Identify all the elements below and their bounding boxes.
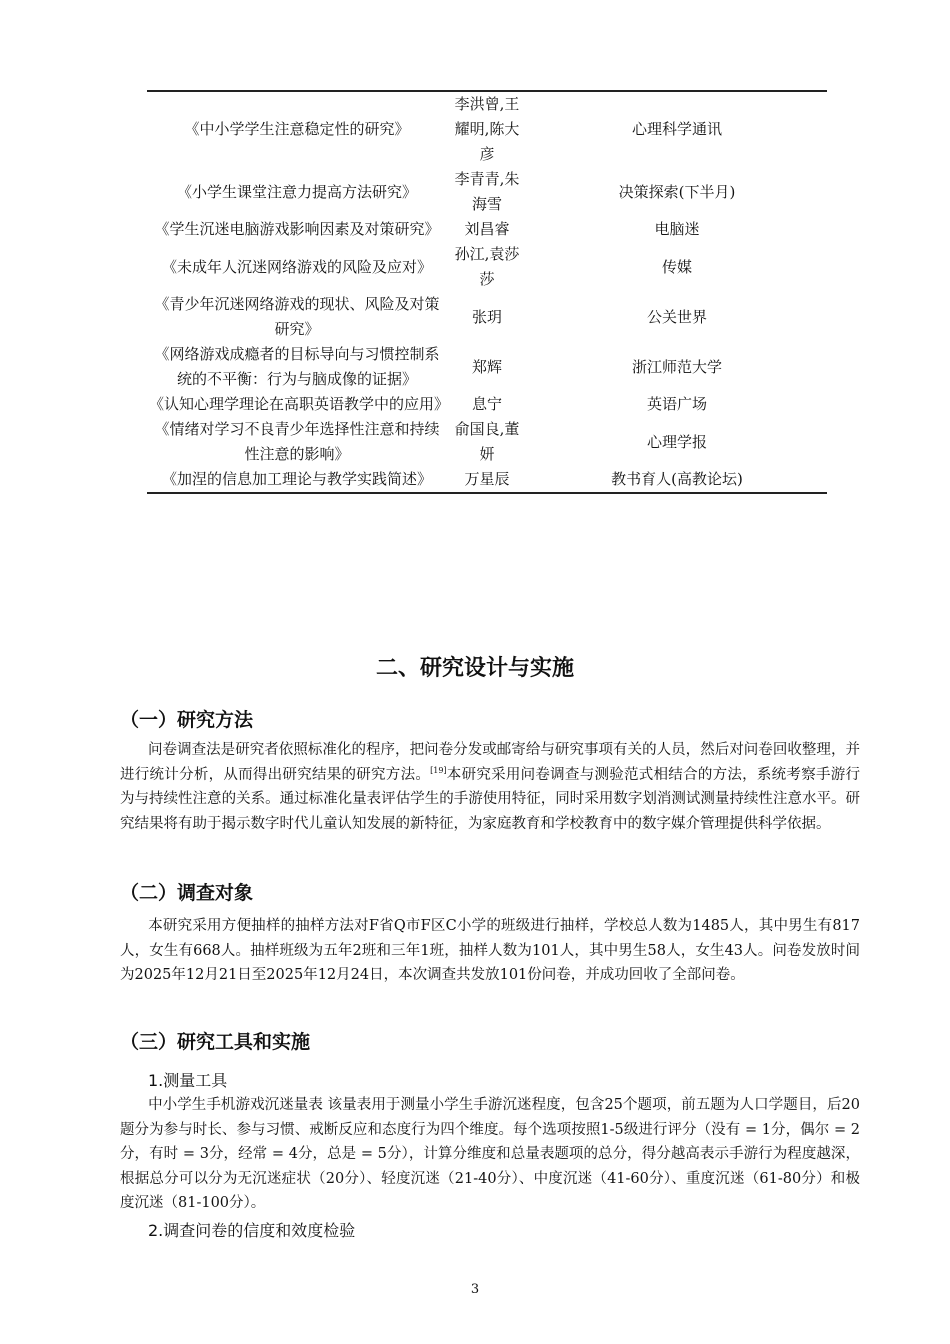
table-cell-authors: 俞国良,董妍 — [454, 420, 520, 463]
table-cell-authors: 万星辰 — [464, 470, 510, 488]
section-heading: 二、研究设计与实施 — [375, 656, 574, 681]
table-cell-authors: 郑辉 — [471, 357, 502, 376]
table-row — [147, 92, 827, 167]
table-row — [147, 392, 827, 417]
table-cell-source: 英语广场 — [646, 395, 707, 413]
table-cell-authors: 孙江,袁莎莎 — [454, 245, 520, 288]
table-cell-title: 《中小学学生注意稳定性的研究》 — [184, 120, 410, 138]
table-cell-title: 《未成年人沉迷网络游戏的风险及应对》 — [161, 257, 432, 276]
item-heading-measurement: 1.测量工具 — [148, 1071, 228, 1090]
subsection-heading-tools: （三）研究工具和实施 — [120, 1031, 311, 1053]
measurement-text: 中小学生手机游戏沉迷量表 该量表用于测量小学生手游沉迷程度，包含25个题项，前五题为人口学题目，后20题分为参与时长、参与习惯、戒断反应和态度行为四个维度。每个选项按照1-5级进行评分（没有 = 1分，偶尔 = 2分，有时 = 3分，经常 = 4分，总是 = 5分），计算分维度和总量表题项的总分，得分越高表示手游行为程度越深，根据总分可以分为无沉迷症状（20分）、轻度沉迷（21-40分）、中度沉迷（41-60分）、重度沉迷（61-80分）和极度沉迷（81-100分）。 — [120, 1097, 860, 1211]
table-cell-title: 《情绪对学习不良青少年选择性注意和持续性注意的影响》 — [154, 420, 440, 463]
table-row — [147, 217, 827, 242]
table-row — [147, 417, 827, 467]
table-cell-title: 《认知心理学理论在高职英语教学中的应用》 — [149, 395, 450, 413]
table-row — [147, 292, 827, 342]
page-number: 3 — [470, 1282, 480, 1297]
table-cell-title: 《网络游戏成瘾者的目标导向与习惯控制系统的不平衡：行为与脑成像的证据》 — [154, 345, 440, 388]
table-cell-source: 心理科学通讯 — [631, 120, 722, 138]
table-cell-title: 《小学生课堂注意力提高方法研究》 — [176, 182, 417, 201]
table-row — [147, 242, 827, 292]
table-cell-source: 传媒 — [661, 257, 692, 276]
table-cell-title: 《青少年沉迷网络游戏的现状、风险及对策研究》 — [154, 295, 440, 338]
table-row — [147, 467, 827, 492]
table-cell-source: 教书育人(高教论坛) — [611, 470, 743, 488]
reference-table — [147, 90, 827, 494]
table-cell-authors: 息宁 — [471, 395, 502, 413]
measurement-paragraph — [120, 1093, 860, 1216]
table-cell-source: 决策探索(下半月) — [618, 182, 736, 201]
table-cell-title: 《加涅的信息加工理论与教学实践简述》 — [161, 470, 432, 488]
table-cell-source: 心理学报 — [646, 432, 707, 451]
table-cell-source: 公关世界 — [646, 307, 707, 326]
methods-paragraph — [120, 738, 860, 836]
citation-marker: [19] — [430, 765, 447, 775]
methods-text-a: 问卷调查法是研究者依照标准化的程序，把问卷分发或邮寄给与研究事项有关的人员，然后对问卷回收整理，并进行统计分析，从而得出研究结果的研究方法。 — [120, 742, 860, 783]
table-cell-authors: 刘昌睿 — [464, 220, 510, 238]
subsection-heading-methods: （一）研究方法 — [120, 709, 254, 731]
table-cell-title: 《学生沉迷电脑游戏影响因素及对策研究》 — [154, 220, 440, 238]
table-cell-authors: 李青青,朱海雪 — [454, 170, 520, 213]
subsection-heading-subjects: （二）调查对象 — [120, 882, 254, 904]
table-cell-source: 电脑迷 — [654, 220, 700, 238]
table-cell-authors: 李洪曾,王耀明,陈大彦 — [454, 95, 520, 163]
subjects-paragraph — [120, 914, 860, 988]
table-row — [147, 342, 827, 392]
table-cell-source: 浙江师范大学 — [631, 357, 722, 376]
table-cell-authors: 张玥 — [471, 307, 502, 326]
table-row — [147, 167, 827, 217]
subjects-text: 本研究采用方便抽样的抽样方法对F省Q市F区C小学的班级进行抽样，学校总人数为1485人，其中男生有817人，女生有668人。抽样班级为五年2班和三年1班，抽样人数为101人，其中男生58人，女生43人。问卷发放时间为2025年12月21日至2025年12月24日，本次调查共发放101份问卷，并成功回收了全部问卷。 — [120, 918, 860, 983]
item-heading-reliability: 2.调查问卷的信度和效度检验 — [148, 1221, 356, 1240]
methods-text-b: 本研究采用问卷调查与测验范式相结合的方法，系统考察手游行为与持续性注意的关系。通过标准化量表评估学生的手游使用特征，同时采用数字划消测试测量持续性注意水平。研究结果将有助于揭示数字时代儿童认知发展的新特征，为家庭教育和学校教育中的数字媒介管理提供科学依据。 — [120, 766, 861, 832]
table-bottom-rule — [147, 492, 827, 493]
